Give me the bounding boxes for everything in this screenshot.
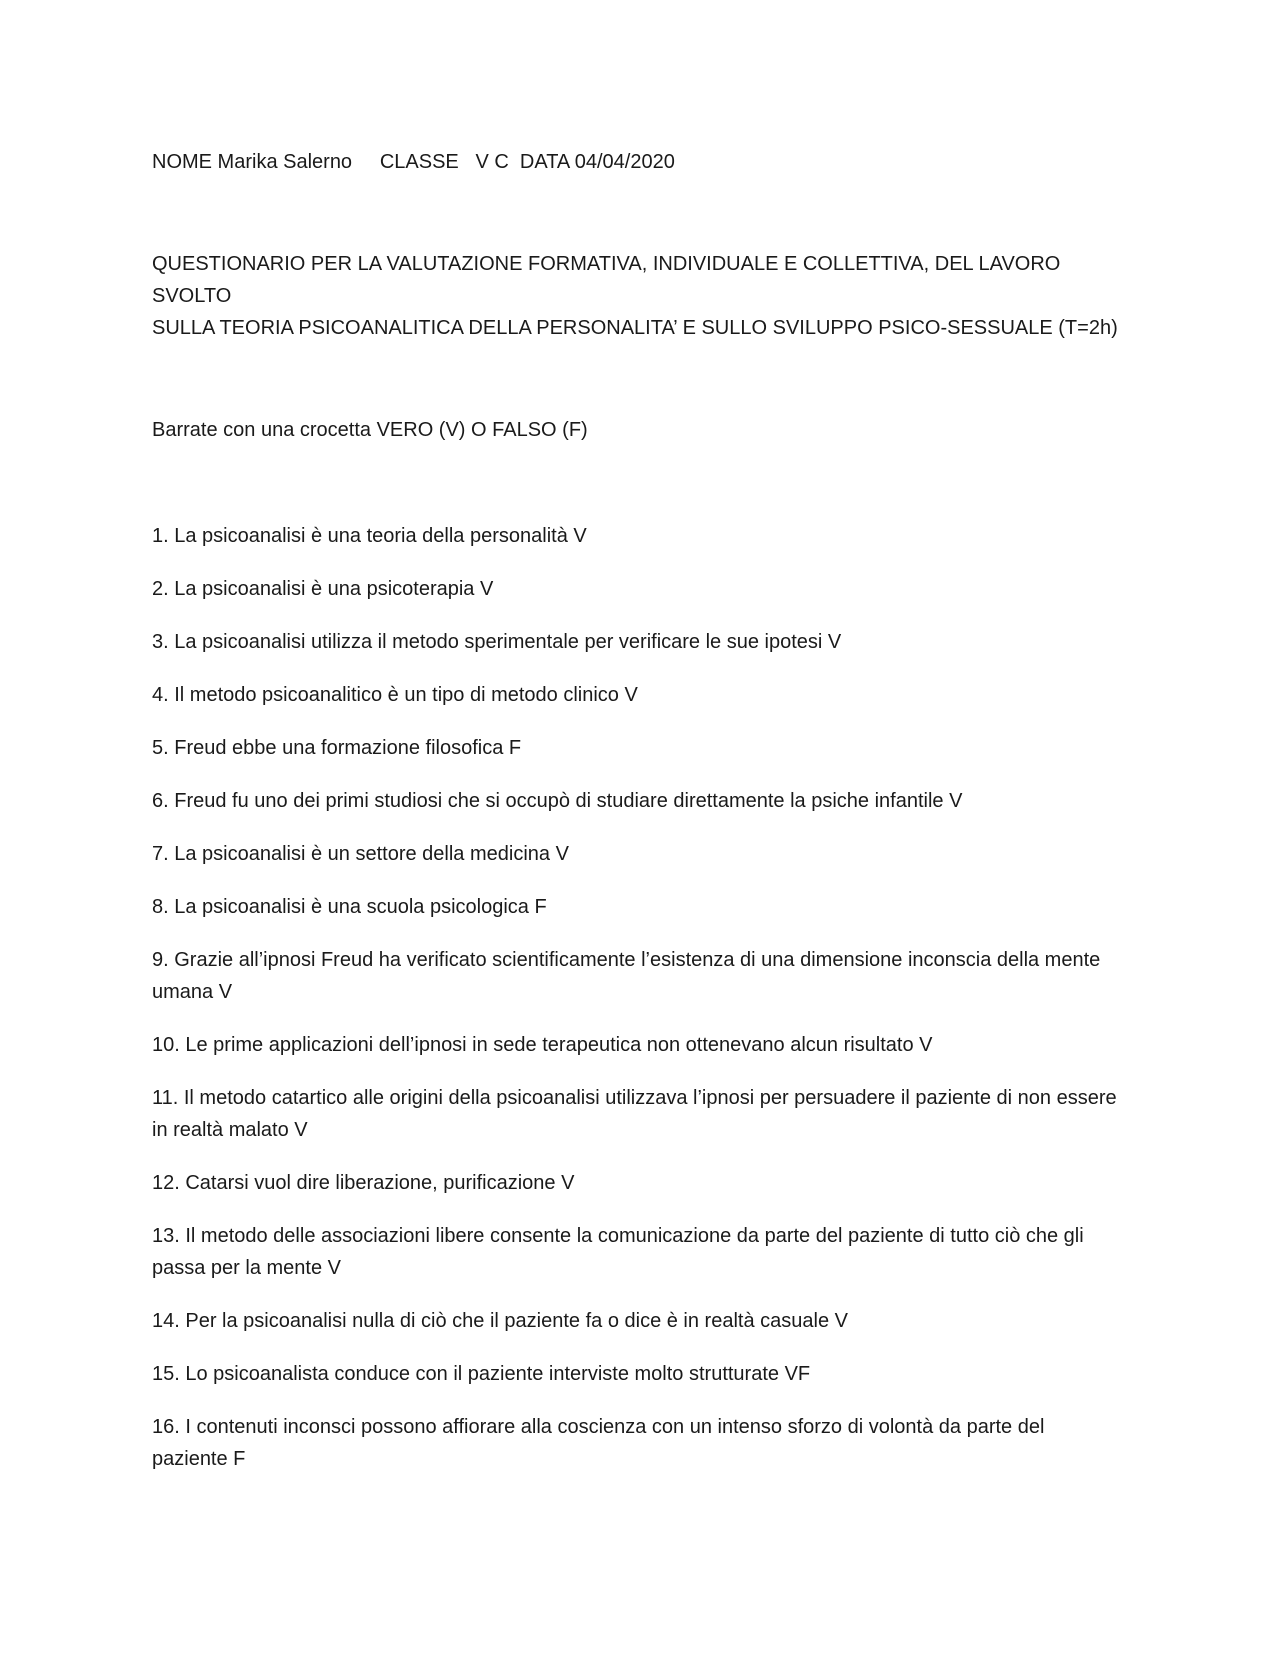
question-item: 12. Catarsi vuol dire liberazione, purificazione V <box>152 1172 575 1194</box>
question-item: 6. Freud fu uno dei primi studiosi che si occupò di studiare direttamente la psiche infantile V <box>152 790 963 812</box>
document-page <box>152 146 1122 1496</box>
question-item: 16. I contenuti inconsci possono affiorare alla coscienza con un intenso sforzo di volontà da parte del paziente F <box>152 1416 1045 1470</box>
question-item: 7. La psicoanalisi è un settore della medicina V <box>152 843 569 865</box>
question-item: 15. Lo psicoanalista conduce con il paziente interviste molto strutturate VF <box>152 1363 811 1385</box>
question-item: 10. Le prime applicazioni dell’ipnosi in sede terapeutica non ottenevano alcun risultato V <box>152 1034 933 1056</box>
title-line-1: QUESTIONARIO PER LA VALUTAZIONE FORMATIVA, INDIVIDUALE E COLLETTIVA, DEL LAVORO SVOLTO <box>152 253 1061 307</box>
question-item: 11. Il metodo catartico alle origini della psicoanalisi utilizzava l’ipnosi per persuadere il paziente di non essere in realtà malato V <box>152 1087 1117 1141</box>
question-item: 2. La psicoanalisi è una psicoterapia V <box>152 578 494 600</box>
instructions: Barrate con una crocetta VERO (V) O FALSO (F) <box>152 419 588 441</box>
student-header: NOME Marika Salerno CLASSE V C DATA 04/04/2020 <box>152 151 675 173</box>
question-item: 5. Freud ebbe una formazione filosofica F <box>152 737 522 759</box>
question-item: 4. Il metodo psicoanalitico è un tipo di metodo clinico V <box>152 684 638 706</box>
title-line-2: SULLA TEORIA PSICOANALITICA DELLA PERSONALITA’ E SULLO SVILUPPO PSICO-SESSUALE (T=2h) <box>152 317 1118 339</box>
question-item: 13. Il metodo delle associazioni libere consente la comunicazione da parte del paziente di tutto ciò che gli passa per la mente V <box>152 1225 1084 1279</box>
question-item: 3. La psicoanalisi utilizza il metodo sperimentale per verificare le sue ipotesi V <box>152 631 842 653</box>
question-item: 9. Grazie all’ipnosi Freud ha verificato scientificamente l’esistenza di una dimensione inconscia della mente umana V <box>152 949 1101 1003</box>
question-item: 8. La psicoanalisi è una scuola psicologica F <box>152 896 547 918</box>
questionnaire-title <box>152 248 1122 344</box>
question-list <box>152 520 1122 1475</box>
question-item: 1. La psicoanalisi è una teoria della personalità V <box>152 525 587 547</box>
question-item: 14. Per la psicoanalisi nulla di ciò che il paziente fa o dice è in realtà casuale V <box>152 1310 848 1332</box>
